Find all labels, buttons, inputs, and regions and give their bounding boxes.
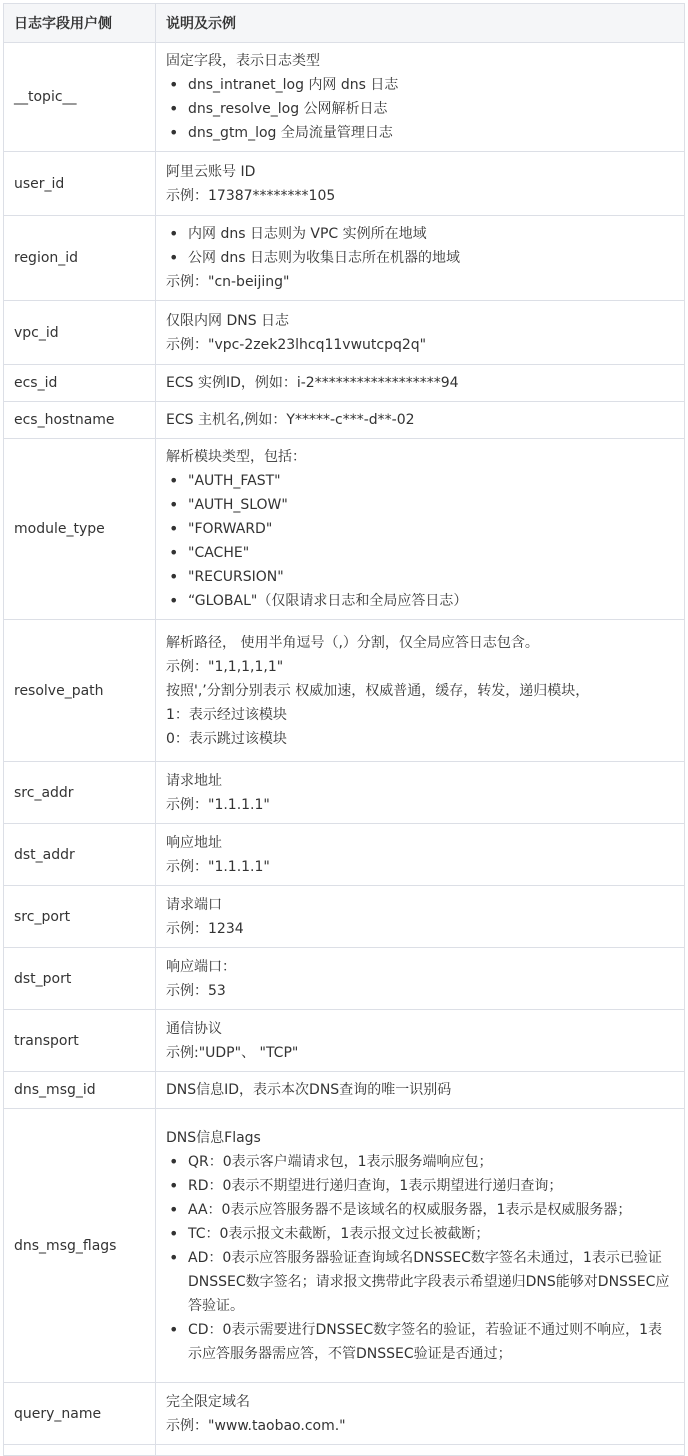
field-name: region_id bbox=[4, 216, 156, 301]
field-name: user_id bbox=[4, 152, 156, 216]
description-text: 1：表示经过该模块 bbox=[166, 706, 287, 723]
description-text: ECS 主机名,例如：Y*****-c***-d**-02 bbox=[166, 412, 415, 428]
field-description bbox=[156, 948, 685, 1010]
table-row bbox=[4, 439, 685, 620]
example-text: 示例:"UDP"、 "TCP" bbox=[166, 1044, 299, 1061]
field-name: ecs_hostname bbox=[4, 402, 156, 439]
field-name: transport bbox=[4, 1010, 156, 1072]
field-description bbox=[156, 1383, 685, 1445]
table-row bbox=[4, 216, 685, 301]
table-row bbox=[4, 365, 685, 402]
list-item: • "FORWARD" bbox=[188, 517, 674, 541]
description-text: DNS信息Flags bbox=[166, 1129, 261, 1146]
table-row bbox=[4, 1072, 685, 1109]
table-row bbox=[4, 152, 685, 216]
field-name: dns_msg_flags bbox=[4, 1109, 156, 1383]
field-description bbox=[156, 439, 685, 620]
example-text: 示例：53 bbox=[166, 982, 226, 999]
example-text: 示例："cn-beijing" bbox=[166, 274, 290, 290]
bullet-list bbox=[166, 469, 674, 613]
header-field-name: 日志字段用户侧 bbox=[4, 4, 156, 43]
table-row bbox=[4, 301, 685, 365]
field-name: vpc_id bbox=[4, 301, 156, 365]
list-item: • dns_resolve_log 公网解析日志 bbox=[188, 97, 674, 121]
field-name: dst_addr bbox=[4, 824, 156, 886]
field-description bbox=[156, 152, 685, 216]
list-item: • 内网 dns 日志则为 VPC 实例所在地域 bbox=[188, 222, 674, 246]
description-text: DNS信息ID，表示本次DNS查询的唯一识别码 bbox=[166, 1082, 452, 1098]
list-item: • 公网 dns 日志则为收集日志所在机器的地域 bbox=[188, 246, 674, 270]
table-row bbox=[4, 1383, 685, 1445]
field-description bbox=[156, 886, 685, 948]
example-text: 示例：17387********105 bbox=[166, 187, 336, 204]
field-description bbox=[156, 1010, 685, 1072]
description-text: 请求端口 bbox=[166, 896, 222, 913]
list-item: • "AUTH_FAST" bbox=[188, 469, 674, 493]
list-item: • CD：0表示需要进行DNSSEC数字签名的验证，若验证不通过则不响应，1表示应答服务器需应答，不管DNSSEC验证是否通过； bbox=[188, 1318, 674, 1366]
table-row bbox=[4, 948, 685, 1010]
field-description bbox=[156, 402, 685, 439]
description-text: 解析模块类型，包括： bbox=[166, 449, 306, 465]
field-description bbox=[156, 365, 685, 402]
description-text: 按照',’分割分别表示 权威加速，权威普通，缓存，转发，递归模块， bbox=[166, 682, 590, 699]
table-row bbox=[4, 402, 685, 439]
table-row bbox=[4, 824, 685, 886]
field-description bbox=[156, 824, 685, 886]
field-name: resolve_path bbox=[4, 620, 156, 762]
field-name bbox=[4, 1445, 156, 1456]
list-item: • dns_gtm_log 全局流量管理日志 bbox=[188, 121, 674, 145]
field-name: query_name bbox=[4, 1383, 156, 1445]
example-text: 示例："1.1.1.1" bbox=[166, 858, 270, 875]
table-row bbox=[4, 762, 685, 824]
list-item: • "CACHE" bbox=[188, 541, 674, 565]
description-text: 0：表示跳过该模块 bbox=[166, 730, 287, 747]
table-row bbox=[4, 886, 685, 948]
bullet-list bbox=[166, 222, 674, 270]
description-text: 响应端口： bbox=[166, 958, 236, 975]
description-text: 解析路径， 使用半角逗号（,）分割，仅全局应答日志包含。 bbox=[166, 634, 539, 651]
field-name: src_addr bbox=[4, 762, 156, 824]
description-text: 完全限定域名 bbox=[166, 1393, 250, 1410]
table-row bbox=[4, 1445, 685, 1456]
field-name: src_port bbox=[4, 886, 156, 948]
table-header-row bbox=[4, 4, 685, 43]
example-text: 示例："vpc-2zek23lhcq11vwutcpq2q" bbox=[166, 336, 427, 353]
bullet-list bbox=[166, 1150, 674, 1366]
description-text: 响应地址 bbox=[166, 834, 222, 851]
list-item: • RD：0表示不期望进行递归查询，1表示期望进行递归查询； bbox=[188, 1174, 674, 1198]
description-text: ECS 实例ID，例如：i-2******************94 bbox=[166, 375, 459, 391]
description-text: 固定字段，表示日志类型 bbox=[166, 53, 320, 69]
example-text: 示例："1,1,1,1,1" bbox=[166, 658, 284, 675]
field-description bbox=[156, 216, 685, 301]
field-name: dns_msg_id bbox=[4, 1072, 156, 1109]
header-description: 说明及示例 bbox=[156, 4, 685, 43]
field-description bbox=[156, 301, 685, 365]
list-item: • TC：0表示报文未截断，1表示报文过长被截断； bbox=[188, 1222, 674, 1246]
bullet-list bbox=[166, 73, 674, 145]
field-description bbox=[156, 1109, 685, 1383]
field-name: ecs_id bbox=[4, 365, 156, 402]
list-item: • "RECURSION" bbox=[188, 565, 674, 589]
list-item: • "AUTH_SLOW" bbox=[188, 493, 674, 517]
field-description bbox=[156, 1445, 685, 1456]
table-row bbox=[4, 43, 685, 152]
field-name: dst_port bbox=[4, 948, 156, 1010]
list-item: • AD：0表示应答服务器验证查询域名DNSSEC数字签名未通过，1表示已验证DNSSEC数字签名；请求报文携带此字段表示希望递归DNS能够对DNSSEC应答验证。 bbox=[188, 1246, 674, 1318]
log-fields-table bbox=[3, 3, 685, 1456]
description-text: 请求地址 bbox=[166, 772, 222, 789]
table-row bbox=[4, 1109, 685, 1383]
list-item: • “GLOBAL"（仅限请求日志和全局应答日志） bbox=[188, 589, 674, 613]
field-description bbox=[156, 1072, 685, 1109]
example-text: 示例："www.taobao.com." bbox=[166, 1417, 346, 1434]
description-text: 阿里云账号 ID bbox=[166, 163, 256, 180]
list-item: • AA：0表示应答服务器不是该域名的权威服务器，1表示是权威服务器； bbox=[188, 1198, 674, 1222]
field-name: module_type bbox=[4, 439, 156, 620]
description-text: 仅限内网 DNS 日志 bbox=[166, 312, 290, 329]
example-text: 示例："1.1.1.1" bbox=[166, 796, 270, 813]
field-name: __topic__ bbox=[4, 43, 156, 152]
example-text: 示例：1234 bbox=[166, 920, 244, 937]
field-description bbox=[156, 620, 685, 762]
description-text: 通信协议 bbox=[166, 1020, 222, 1037]
table-row bbox=[4, 1010, 685, 1072]
list-item: • dns_intranet_log 内网 dns 日志 bbox=[188, 73, 674, 97]
list-item: • QR：0表示客户端请求包，1表示服务端响应包； bbox=[188, 1150, 674, 1174]
field-description bbox=[156, 43, 685, 152]
field-description bbox=[156, 762, 685, 824]
table-row bbox=[4, 620, 685, 762]
